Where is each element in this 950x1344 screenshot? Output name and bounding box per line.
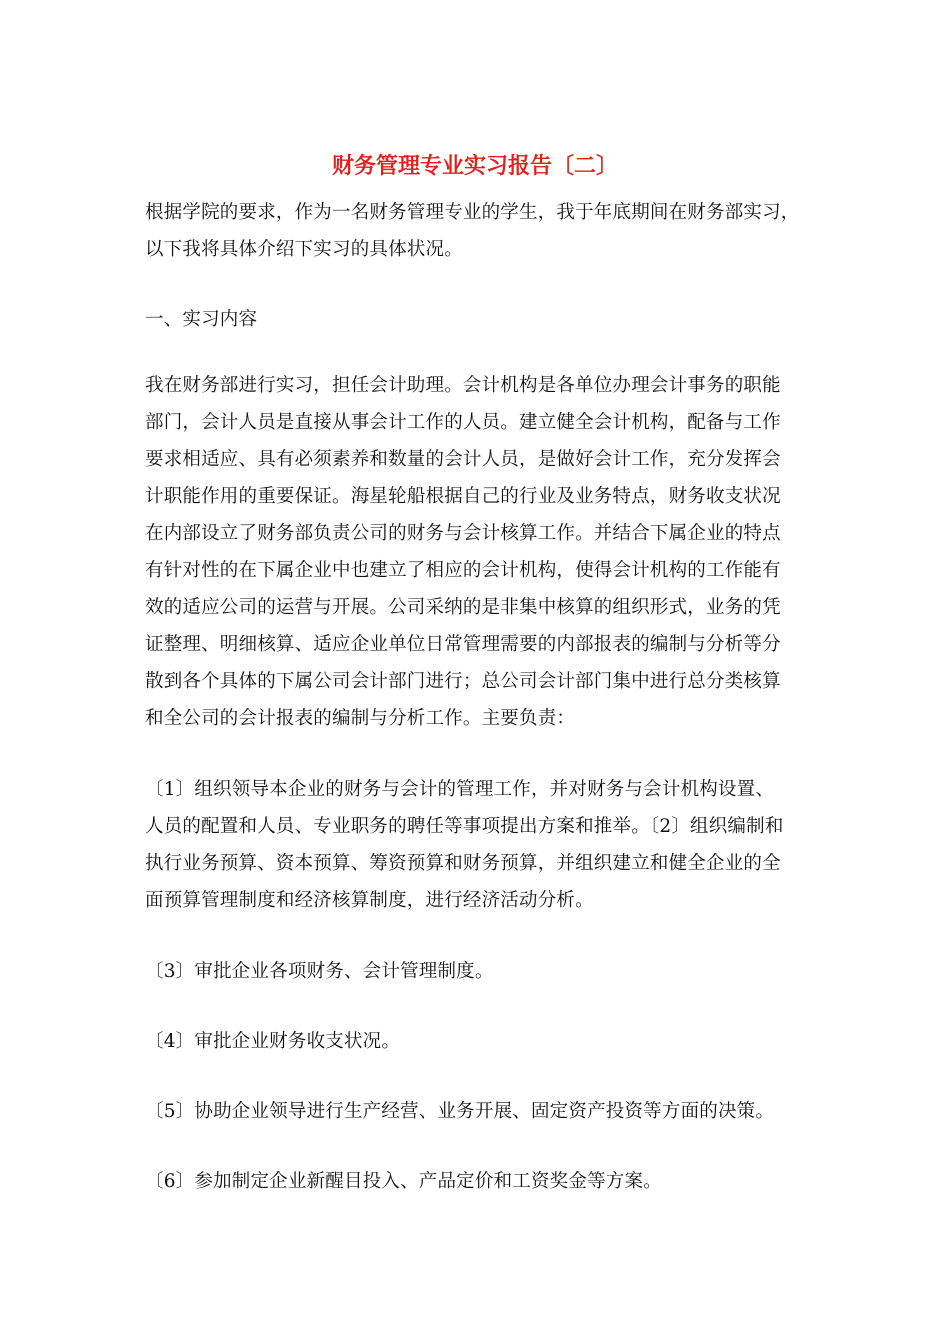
duty-line: 〔4〕审批企业财务收支状况。 (145, 1031, 401, 1052)
section-heading-text: 一、实习内容 (145, 309, 258, 330)
intro-line: 以下我将具体介绍下实习的具体状况。 (145, 239, 463, 260)
duty-item-3 (145, 953, 813, 990)
duty-item-6 (145, 1163, 813, 1200)
intro-paragraph (145, 194, 813, 268)
duty-line: 人员的配置和人员、专业职务的聘任等事项提出方案和推举。〔2〕组织编制和 (145, 816, 784, 837)
content-line: 有针对性的在下属企业中也建立了相应的会计机构，使得会计机构的工作能有 (145, 560, 781, 581)
duty-line: 执行业务预算、资本预算、筹资预算和财务预算，并组织建立和健全企业的全 (145, 853, 781, 874)
duty-line: 〔5〕协助企业领导进行生产经营、业务开展、固定资产投资等方面的决策。 (145, 1101, 775, 1122)
duty-line: 〔1〕组织领导本企业的财务与会计的管理工作，并对财务与会计机构设置、 (145, 779, 775, 800)
duty-item-5 (145, 1093, 813, 1130)
content-line: 部门，会计人员是直接从事会计工作的人员。建立健全会计机构，配备与工作 (145, 412, 781, 433)
section-heading (145, 301, 813, 338)
intro-line: 根据学院的要求，作为一名财务管理专业的学生，我于年底期间在财务部实习， (145, 202, 800, 223)
duty-line: 面预算管理制度和经济核算制度，进行经济活动分析。 (145, 890, 594, 911)
content-line: 证整理、明细核算、适应企业单位日常管理需要的内部报表的编制与分析等分 (145, 634, 781, 655)
content-line: 散到各个具体的下属公司会计部门进行；总公司会计部门集中进行总分类核算 (145, 671, 781, 692)
content-line: 在内部设立了财务部负责公司的财务与会计核算工作。并结合下属企业的特点 (145, 523, 781, 544)
duty-line: 〔3〕审批企业各项财务、会计管理制度。 (145, 961, 494, 982)
content-line: 和全公司的会计报表的编制与分析工作。主要负责： (145, 708, 576, 729)
content-line: 要求相适应、具有必须素养和数量的会计人员，是做好会计工作，充分发挥会 (145, 449, 781, 470)
content-line: 计职能作用的重要保证。海星轮船根据自己的行业及业务特点，财务收支状况 (145, 486, 781, 507)
document-title: 财务管理专业实习报告〔二〕 (331, 154, 618, 179)
duty-items-1-2 (145, 771, 813, 919)
content-line: 效的适应公司的运营与开展。公司采纳的是非集中核算的组织形式，业务的凭 (145, 597, 781, 618)
duty-line: 〔6〕参加制定企业新醒目投入、产品定价和工资奖金等方案。 (145, 1171, 662, 1192)
content-paragraph (145, 367, 813, 737)
duty-item-4 (145, 1023, 813, 1060)
content-line: 我在财务部进行实习，担任会计助理。会计机构是各单位办理会计事务的职能 (145, 375, 781, 396)
